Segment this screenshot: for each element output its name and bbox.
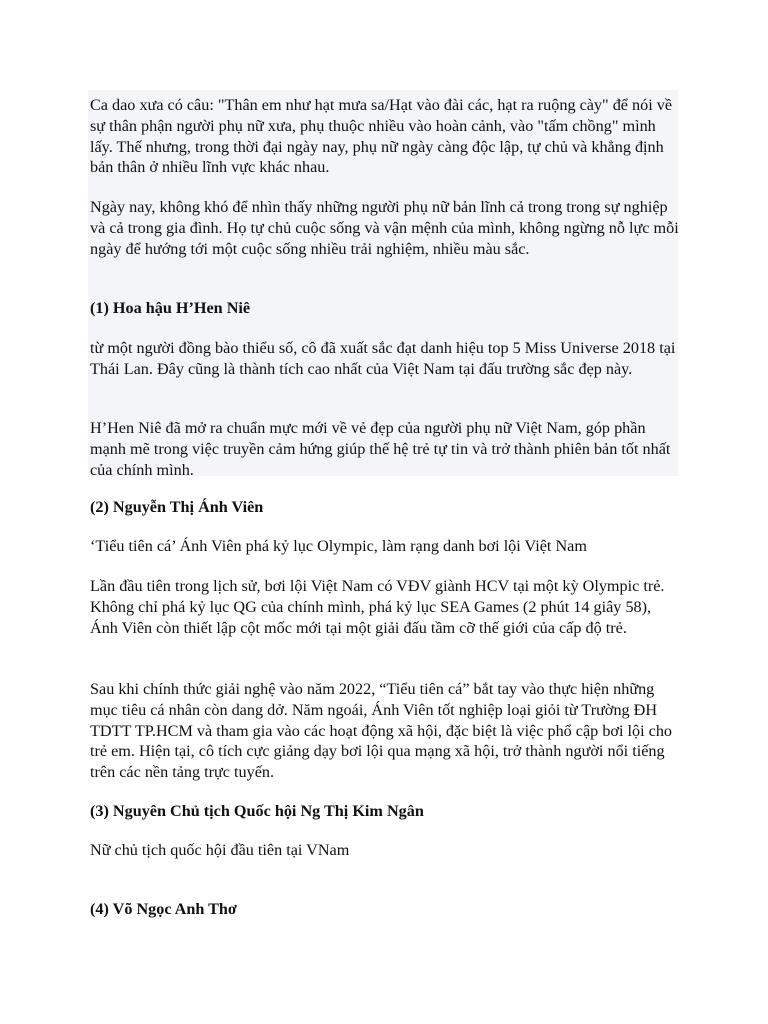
- intro-paragraph-1: Ca dao xưa có câu: "Thân em như hạt mưa sa/Hạt vào đài các, hạt ra ruộng cày" để nói về sự thân phận người phụ nữ xưa, phụ thuộc nhiều vào hoàn cảnh, vào "tấm chồng" mình lấy. Thế nhưng, trong thời đại ngày nay, phụ nữ ngày càng độc lập, tự chủ và khẳng định bản thân ở nhiều lĩnh vực khác nhau.: [90, 96, 673, 177]
- section-1-paragraph-1: từ một người đồng bào thiểu số, cô đã xuất sắc đạt danh hiệu top 5 Miss Universe 2018 tại Thái Lan. Đây cũng là thành tích cao nhất của Việt Nam tại đấu trường sắc đẹp này.: [90, 339, 676, 378]
- section-heading-4: (4) Võ Ngọc Anh Thơ: [90, 900, 237, 918]
- section-heading-1: (1) Hoa hậu H’Hen Niê: [90, 299, 251, 317]
- section-2-paragraph-1: ‘Tiểu tiên cá’ Ánh Viên phá kỷ lục Olympic, làm rạng danh bơi lội Việt Nam: [90, 537, 587, 555]
- section-3-paragraph-1: Nữ chủ tịch quốc hội đầu tiên tại VNam: [90, 841, 350, 859]
- section-1-paragraph-2: H’Hen Niê đã mở ra chuẩn mực mới về vẻ đẹp của người phụ nữ Việt Nam, góp phần mạnh mẽ trong việc truyền cảm hứng giúp thế hệ trẻ tự tin và trở thành phiên bản tốt nhất của chính mình.: [90, 419, 671, 479]
- section-2-paragraph-2: Lần đầu tiên trong lịch sử, bơi lội Việt Nam có VĐV giành HCV tại một kỳ Olympic trẻ. Không chỉ phá kỷ lục QG của chính mình, phá kỷ lục SEA Games (2 phút 14 giây 58), Ánh Viên còn thiết lập cột mốc mới tại một giải đấu tầm cỡ thế giới của cấp độ trẻ.: [90, 577, 665, 637]
- section-2-paragraph-3: Sau khi chính thức giải nghệ vào năm 2022, “Tiểu tiên cá” bắt tay vào thực hiện những mục tiêu cá nhân còn dang dở. Năm ngoái, Ánh Viên tốt nghiệp loại giỏi từ Trường ĐH TDTT TP.HCM và tham gia vào các hoạt động xã hội, đặc biệt là việc phổ cập bơi lội cho trẻ em. Hiện tại, cô tích cực giảng dạy bơi lội qua mạng xã hội, trở thành người nổi tiếng trên các nền tảng trực tuyến.: [90, 680, 673, 782]
- section-heading-2: (2) Nguyễn Thị Ánh Viên: [90, 498, 264, 516]
- section-heading-3: (3) Nguyên Chủ tịch Quốc hội Ng Thị Kim Ngân: [90, 802, 424, 820]
- intro-paragraph-2: Ngày nay, không khó để nhìn thấy những người phụ nữ bản lĩnh cả trong trong sự nghiệp và cả trong gia đình. Họ tự chủ cuộc sống và vận mệnh của mình, không ngừng nỗ lực mỗi ngày để hướng tới một cuộc sống nhiều trải nghiệm, nhiều màu sắc.: [90, 198, 679, 258]
